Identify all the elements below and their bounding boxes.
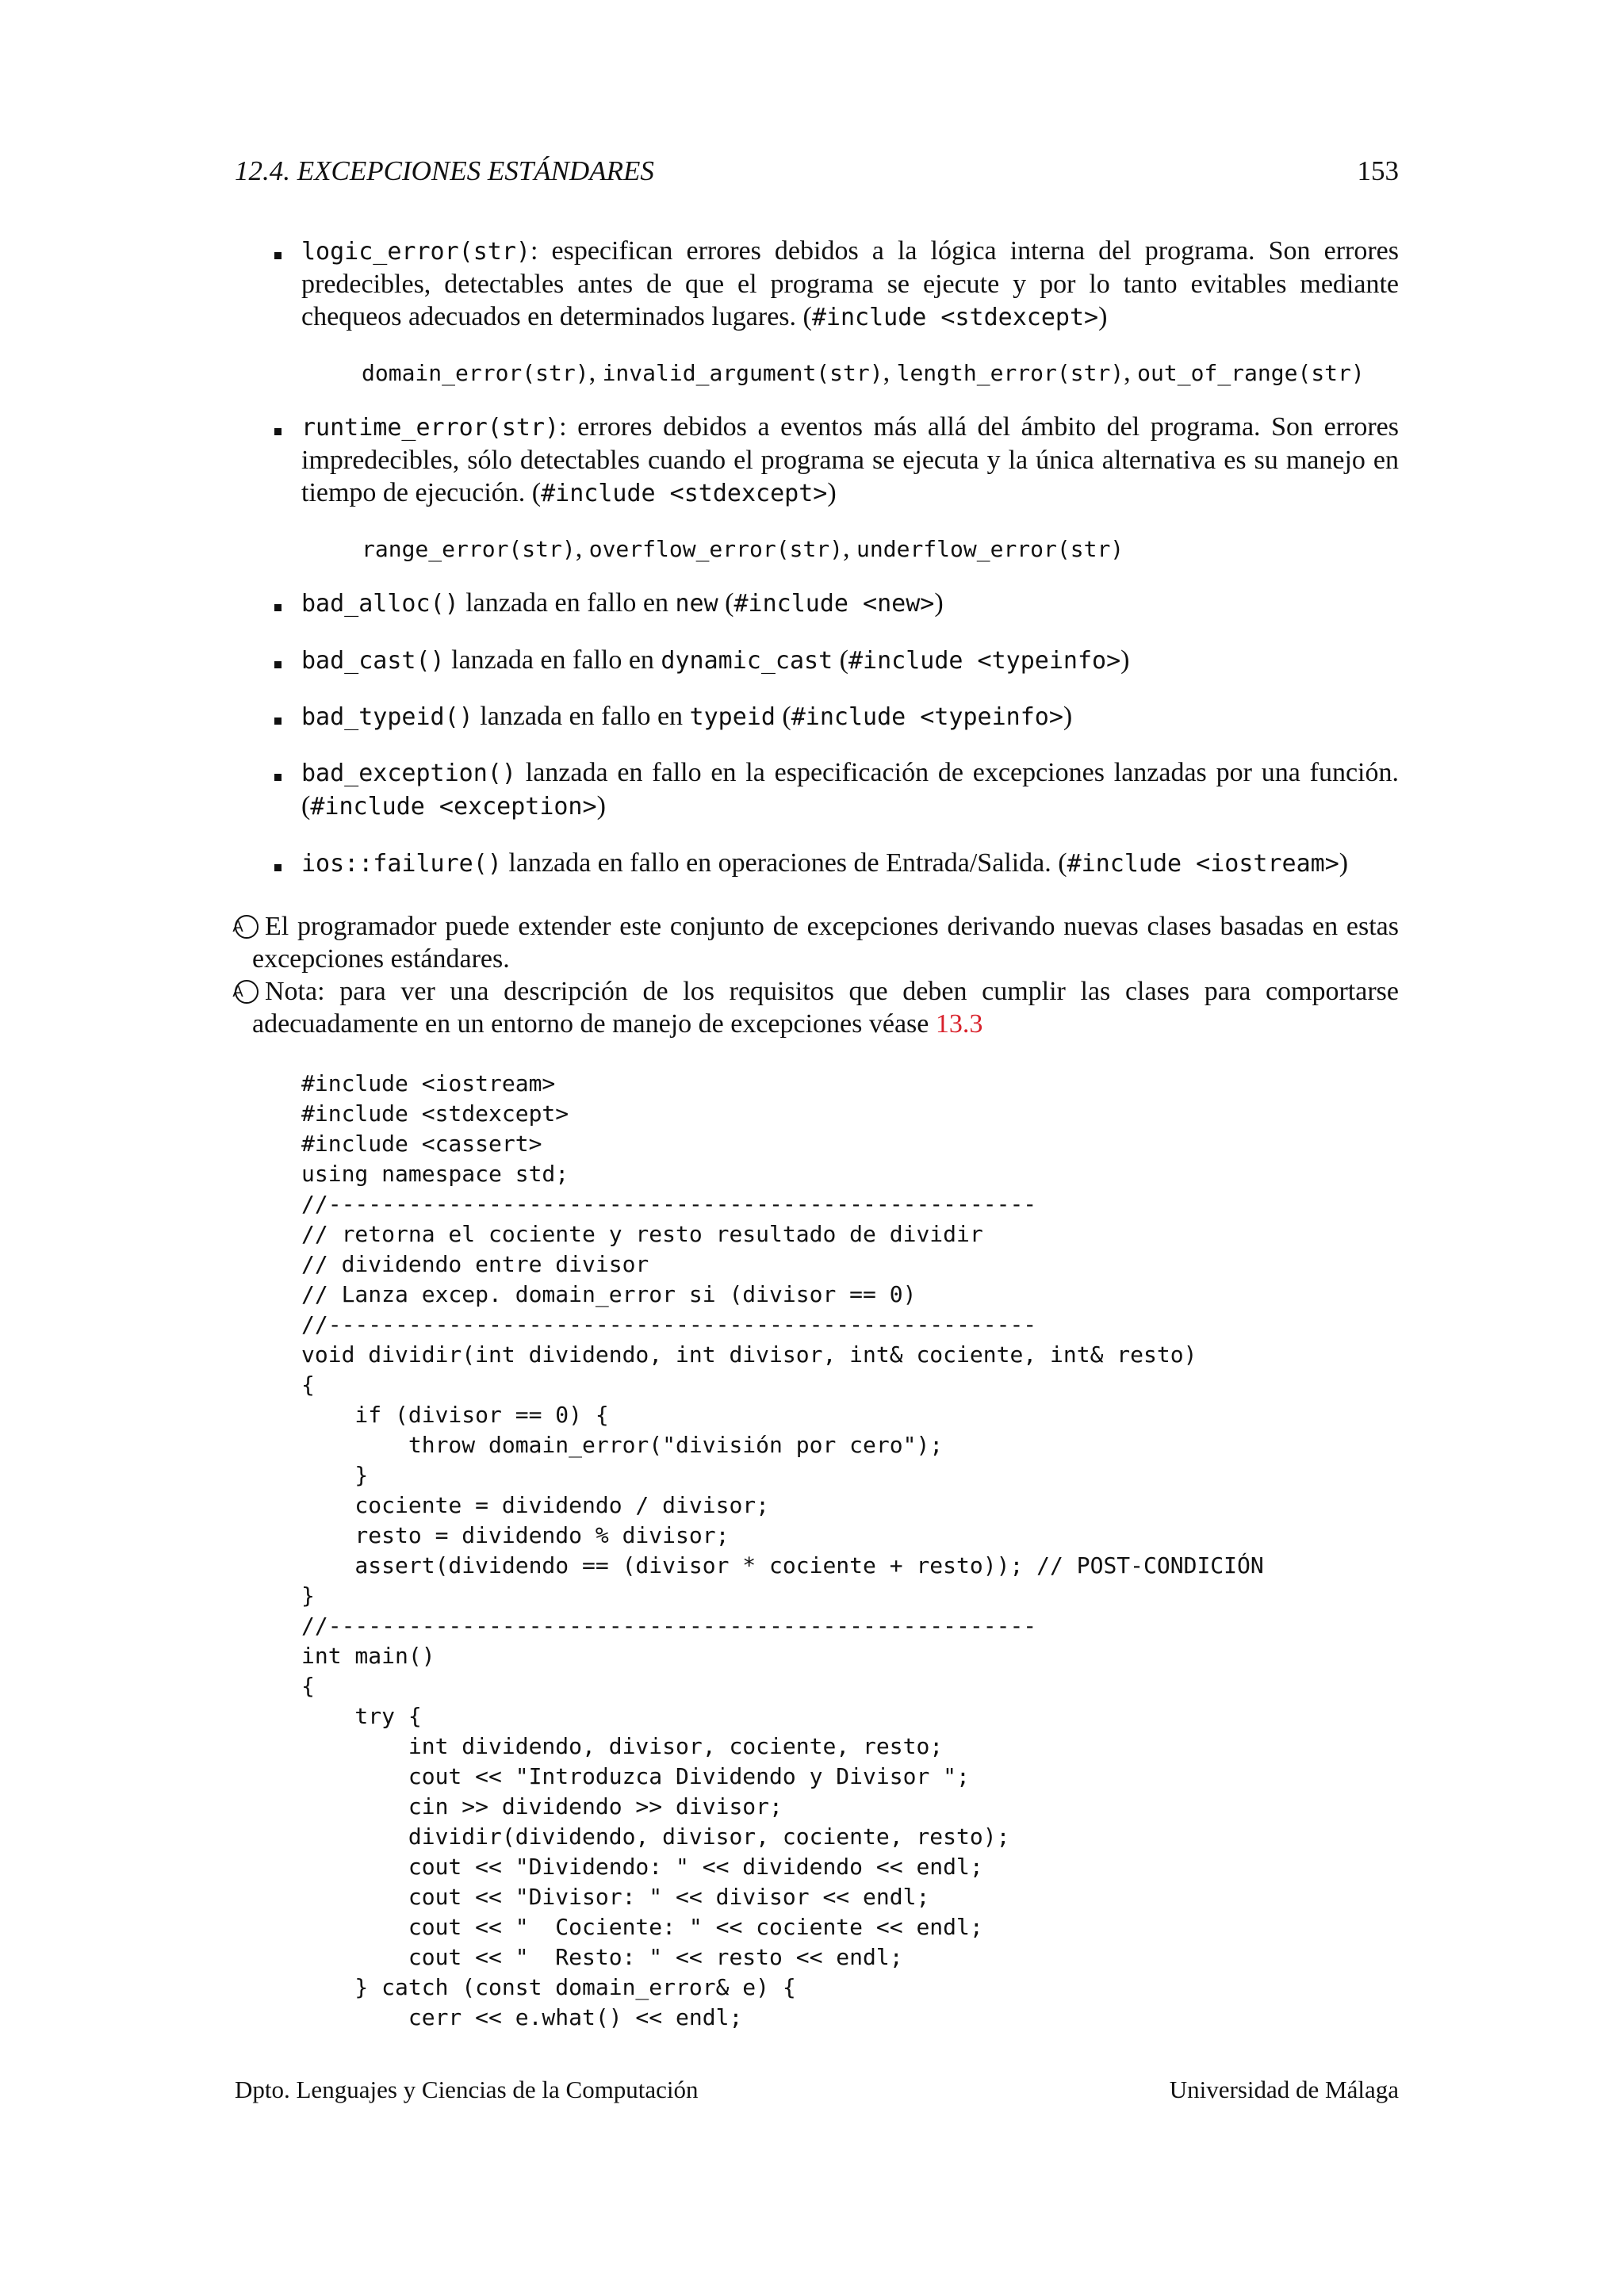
exception-name: logic_error(str) xyxy=(301,238,530,266)
list-item-bad-alloc: bad_alloc() lanzada en fallo en new (#include <new>) xyxy=(301,588,944,618)
include-directive: #include <stdexcept> xyxy=(811,304,1099,331)
exception-name: bad_typeid() xyxy=(301,703,473,731)
item-description: lanzada en fallo en operaciones de Entrada/Salida. ( xyxy=(501,848,1067,878)
list-item-bad-exception: bad_exception() lanzada en fallo en la especificación de excepciones lanzadas por una función. (#include <exception>) xyxy=(301,758,1399,821)
bullet-icon xyxy=(274,864,282,871)
page-number: 153 xyxy=(1357,155,1399,186)
include-directive: #include <typeinfo> xyxy=(791,703,1063,731)
item-description: lanzada en fallo en la especificación de excepciones lanzadas por una función. ( xyxy=(301,758,1399,821)
circled-a-icon: A xyxy=(235,980,259,1004)
exception-name: bad_cast() xyxy=(301,647,445,675)
bullet-icon xyxy=(274,428,282,435)
section-reference-link[interactable]: 13.3 xyxy=(935,1009,983,1039)
bullet-icon xyxy=(274,718,282,725)
note-paragraph: A Nota: para ver una descripción de los requisitos que deben cumplir las clases para comportarse adecuadamente en un entorno de manejo de excepciones véase 13.3 xyxy=(232,977,1399,1039)
exception-name: bad_alloc() xyxy=(301,590,459,618)
footer-department: Dpto. Lenguajes y Ciencias de la Computación xyxy=(235,2076,699,2103)
bullet-icon xyxy=(274,604,282,611)
include-directive: #include <exception> xyxy=(310,793,597,821)
circled-a-icon: A xyxy=(235,915,259,939)
subclass-name: out_of_range(str) xyxy=(1137,360,1365,386)
list-item-runtime-error: runtime_error(str): errores debidos a eventos más allá del ámbito del programa. Son errores impredecibles, sólo detectables cuando el programa se ejecuta y la única alternativa es su manejo en tiempo de ejecución. (#include <stdexcept>) xyxy=(301,412,1399,507)
keyword: typeid xyxy=(689,703,776,731)
subclass-name: range_error(str) xyxy=(362,536,576,562)
list-item-logic-error: logic_error(str): especifican errores debidos a la lógica interna del programa. Son errores predecibles, detectables antes de que el programa se ejecute y por lo tanto evitables mediante chequeos adecuados en determinados lugares. (#include <stdexcept>) xyxy=(301,236,1399,331)
code-listing: #include <iostream> #include <stdexcept> #include <cassert> using namespace std; //----------------------------------------------------- // retorna el cociente y resto resultado de dividir // dividendo entre divisor // Lanza excep. domain_error si (divisor == 0) //----------------------------------------------------- void dividir(int dividendo, int divisor, int& cociente, int& resto) { if (divisor == 0) { throw domain_error("división por cero"); } cociente = dividendo / divisor; resto = dividendo % divisor; assert(dividendo == (divisor * cociente + resto)); // POST-CONDICIÓN } //----------------------------------------------------- int main() { try { int dividendo, divisor, cociente, resto; cout << "Introduzca Dividendo y Divisor "; cin >> dividendo >> divisor; dividir(dividendo, divisor, cociente, resto); cout << "Dividendo: " << dividendo << endl; cout << "Divisor: " << divisor << endl; cout << " Cociente: " << cociente << endl; cout << " Resto: " << resto << endl; } catch (const domain_error& e) { cerr << e.what() << endl; xyxy=(301,1070,1264,2030)
include-directive: #include <typeinfo> xyxy=(848,647,1121,675)
logic-error-subclasses: domain_error(str), invalid_argument(str), length_error(str), out_of_range(str) xyxy=(362,358,1365,387)
include-directive: #include <iostream> xyxy=(1067,850,1339,878)
exception-name: runtime_error(str) xyxy=(301,414,560,442)
subclass-name: domain_error(str) xyxy=(362,360,589,386)
bullet-icon xyxy=(274,661,282,668)
bullet-icon xyxy=(274,774,282,781)
keyword: new xyxy=(675,590,718,618)
list-item-bad-cast: bad_cast() lanzada en fallo en dynamic_cast (#include <typeinfo>) xyxy=(301,645,1130,675)
subclass-name: underflow_error(str) xyxy=(856,536,1124,562)
exception-name: bad_exception() xyxy=(301,760,516,787)
include-directive: #include <new> xyxy=(733,590,935,618)
keyword: dynamic_cast xyxy=(661,647,833,675)
bullet-icon xyxy=(274,252,282,259)
footer-university: Universidad de Málaga xyxy=(1169,2076,1399,2103)
item-description: : especifican errores debidos a la lógica interna del programa. Son errores predecibles, detectables antes de que el programa se ejecute y por lo tanto evitables mediante chequeos adecuados en determinados lugares. ( xyxy=(301,236,1399,331)
runtime-error-subclasses: range_error(str), overflow_error(str), underflow_error(str) xyxy=(362,534,1124,563)
subclass-name: length_error(str) xyxy=(896,360,1124,386)
list-item-bad-typeid: bad_typeid() lanzada en fallo en typeid (#include <typeinfo>) xyxy=(301,702,1073,731)
note-paragraph: A El programador puede extender este conjunto de excepciones derivando nuevas clases basadas en estas excepciones estándares. xyxy=(232,912,1399,974)
exception-name: ios::failure() xyxy=(301,850,502,878)
item-description: : errores debidos a eventos más allá del ámbito del programa. Son errores impredecibles, sólo detectables cuando el programa se ejecuta y la única alternativa es su manejo en tiempo de ejecución. ( xyxy=(301,412,1399,507)
include-directive: #include <stdexcept> xyxy=(541,480,828,507)
running-header-title: 12.4. EXCEPCIONES ESTÁNDARES xyxy=(235,155,654,186)
subclass-name: overflow_error(str) xyxy=(588,536,844,562)
list-item-ios-failure: ios::failure() lanzada en fallo en operaciones de Entrada/Salida. (#include <iostream>) xyxy=(301,848,1349,878)
subclass-name: invalid_argument(str) xyxy=(602,360,883,386)
